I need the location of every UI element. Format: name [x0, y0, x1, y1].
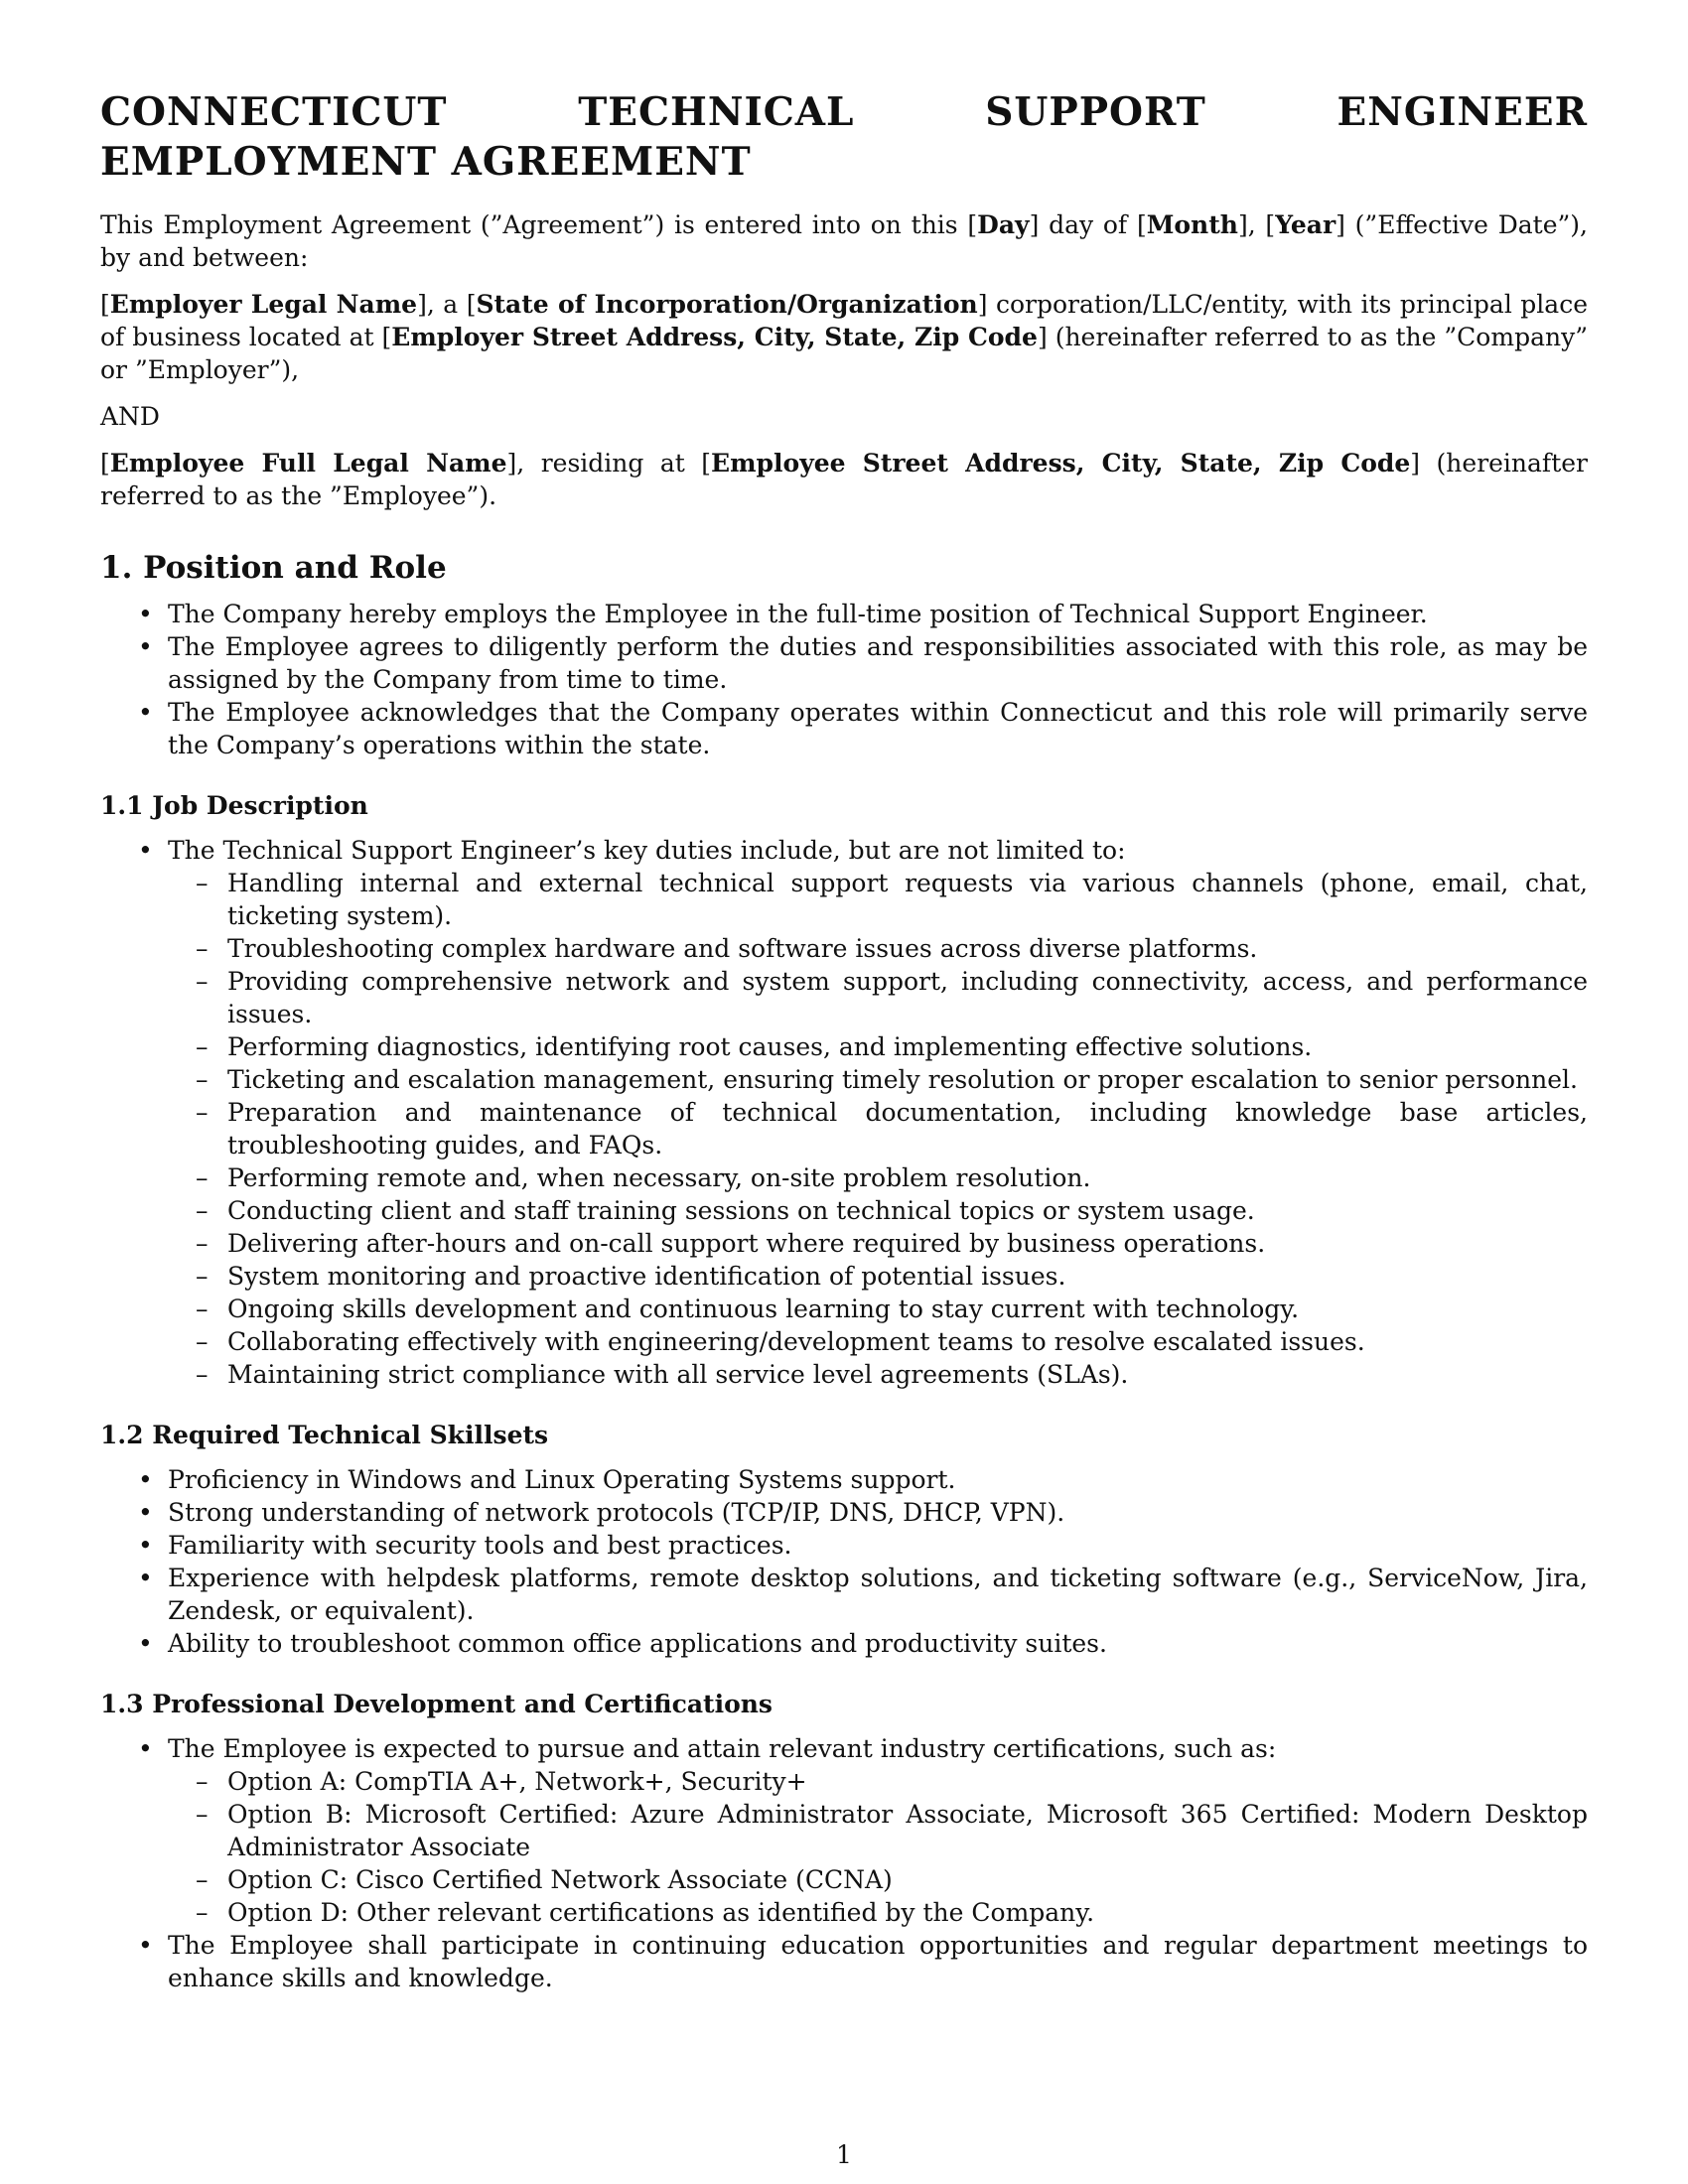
list-item: • Familiarity with security tools and best practices.: [100, 1529, 1588, 1562]
employer-text: corporation/LLC/entity, with its principal place of business located at: [100, 290, 1588, 351]
list-item: • The Employee agrees to diligently perform the duties and responsibilities associated with this role, as may be assigned by the Company from time to time.: [100, 630, 1588, 696]
certifications-list: [100, 1732, 1588, 1994]
list-item: • Proficiency in Windows and Linux Operating Systems support.: [100, 1463, 1588, 1496]
option-item: – Option A: CompTIA A+, Network+, Security+: [168, 1765, 1588, 1798]
employer-paragraph: [Employer Legal Name], a [State of Incorporation/Organization] corporation/LLC/entity, with its principal place of business located at [Employer Street Address, City, State, Zip Code] (hereinafter referred to as the ”Company” or ”Employer”),: [100, 290, 1588, 384]
employer-text: , a: [426, 290, 467, 319]
duty-item: – Maintaining strict compliance with all service level agreements (SLAs).: [168, 1358, 1588, 1391]
duty-item: – Troubleshooting complex hardware and software issues across diverse platforms.: [168, 932, 1588, 965]
employee-text: , residing at: [516, 449, 702, 478]
page-number: 1: [836, 2140, 852, 2169]
option-item: – Option D: Other relevant certifications as identified by the Company.: [168, 1896, 1588, 1929]
list-item: • The Company hereby employs the Employee in the full-time position of Technical Support Engineer.: [100, 598, 1588, 630]
option-item: – Option B: Microsoft Certified: Azure Administrator Associate, Microsoft 365 Certified: Modern Desktop Administrator Associate: [168, 1798, 1588, 1863]
list-item: • Strong understanding of network protocols (TCP/IP, DNS, DHCP, VPN).: [100, 1496, 1588, 1529]
intro-paragraph: This Employment Agreement (”Agreement”) is entered into on this [Day] day of [Month], [Year] (”Effective Date”), by and between:: [100, 210, 1588, 272]
section-1-list: [100, 598, 1588, 761]
duty-item: – Ongoing skills development and continuous learning to stay current with technology.: [168, 1293, 1588, 1325]
intro-text: (”Effective Date”), by and between:: [100, 210, 1588, 272]
employee-name-placeholder: Employee Full Legal Name: [109, 449, 507, 478]
document-page: [100, 87, 1588, 1994]
employee-paragraph: [Employee Full Legal Name], residing at [Employee Street Address, City, State, Zip Code] (hereinafter referred to as the ”Employee”).: [100, 449, 1588, 510]
employee-address-placeholder: Employee Street Address, City, State, Zip Code: [711, 449, 1411, 478]
list-item: • Experience with helpdesk platforms, remote desktop solutions, and ticketing software (e.g., ServiceNow, Jira, Zendesk, or equivalent).: [100, 1562, 1588, 1627]
options-list: [108, 1765, 1588, 1929]
and-separator: AND: [100, 402, 160, 431]
duty-item: – System monitoring and proactive identification of potential issues.: [168, 1260, 1588, 1293]
duty-item: – Delivering after-hours and on-call support where required by business operations.: [168, 1227, 1588, 1260]
duty-item: – Providing comprehensive network and system support, including connectivity, access, and performance issues.: [168, 965, 1588, 1030]
job-description-lead: The Technical Support Engineer’s key duties include, but are not limited to:: [168, 836, 1126, 865]
duty-item: – Performing remote and, when necessary, on-site problem resolution.: [168, 1161, 1588, 1194]
section-1-3-heading: 1.3 Professional Development and Certifications: [100, 1690, 774, 1718]
intro-text: This Employment Agreement (”Agreement”) is entered into on this: [100, 210, 968, 239]
year-placeholder: Year: [1275, 210, 1336, 239]
intro-text: ,: [1247, 210, 1266, 239]
list-item: [100, 834, 1588, 1391]
certifications-lead: The Employee is expected to pursue and attain relevant industry certifications, such as:: [168, 1734, 1277, 1763]
month-placeholder: Month: [1146, 210, 1238, 239]
duty-item: – Conducting client and staff training sessions on technical topics or system usage.: [168, 1194, 1588, 1227]
state-org-placeholder: State of Incorporation/Organization: [476, 290, 978, 319]
section-1-2-heading: 1.2 Required Technical Skillsets: [100, 1421, 549, 1449]
job-description-list: [100, 834, 1588, 1391]
intro-text: day of: [1039, 210, 1137, 239]
employer-name-placeholder: Employer Legal Name: [109, 290, 418, 319]
duty-item: – Handling internal and external technical support requests via various channels (phone, email, chat, ticketing system).: [168, 867, 1588, 932]
document-title: CONNECTICUT TECHNICAL SUPPORT ENGINEER EMPLOYMENT AGREEMENT: [100, 89, 1588, 185]
duty-item: – Preparation and maintenance of technical documentation, including knowledge base articles, troubleshooting guides, and FAQs.: [168, 1096, 1588, 1161]
employee-text: (hereinafter referred to as the ”Employee”).: [100, 449, 1588, 510]
list-item: • The Employee acknowledges that the Company operates within Connecticut and this role will primarily serve the Company’s operations within the state.: [100, 696, 1588, 761]
section-1-1-heading: 1.1 Job Description: [100, 791, 368, 820]
employer-text: (hereinafter referred to as the ”Company” or ”Employer”),: [100, 323, 1588, 384]
option-item: – Option C: Cisco Certified Network Associate (CCNA): [168, 1863, 1588, 1896]
section-1-heading: 1. Position and Role: [100, 550, 447, 586]
duty-item: – Ticketing and escalation management, ensuring timely resolution or proper escalation to senior personnel.: [168, 1063, 1588, 1096]
list-item: • The Employee shall participate in continuing education opportunities and regular department meetings to enhance skills and knowledge.: [100, 1929, 1588, 1994]
list-item: [100, 1732, 1588, 1929]
duty-item: – Collaborating effectively with engineering/development teams to resolve escalated issues.: [168, 1325, 1588, 1358]
duty-item: – Performing diagnostics, identifying root causes, and implementing effective solutions.: [168, 1030, 1588, 1063]
day-placeholder: Day: [977, 210, 1030, 239]
duties-list: [108, 867, 1588, 1391]
employer-address-placeholder: Employer Street Address, City, State, Zip Code: [391, 323, 1038, 351]
list-item: • Ability to troubleshoot common office applications and productivity suites.: [100, 1627, 1588, 1660]
skillsets-list: [100, 1463, 1588, 1660]
